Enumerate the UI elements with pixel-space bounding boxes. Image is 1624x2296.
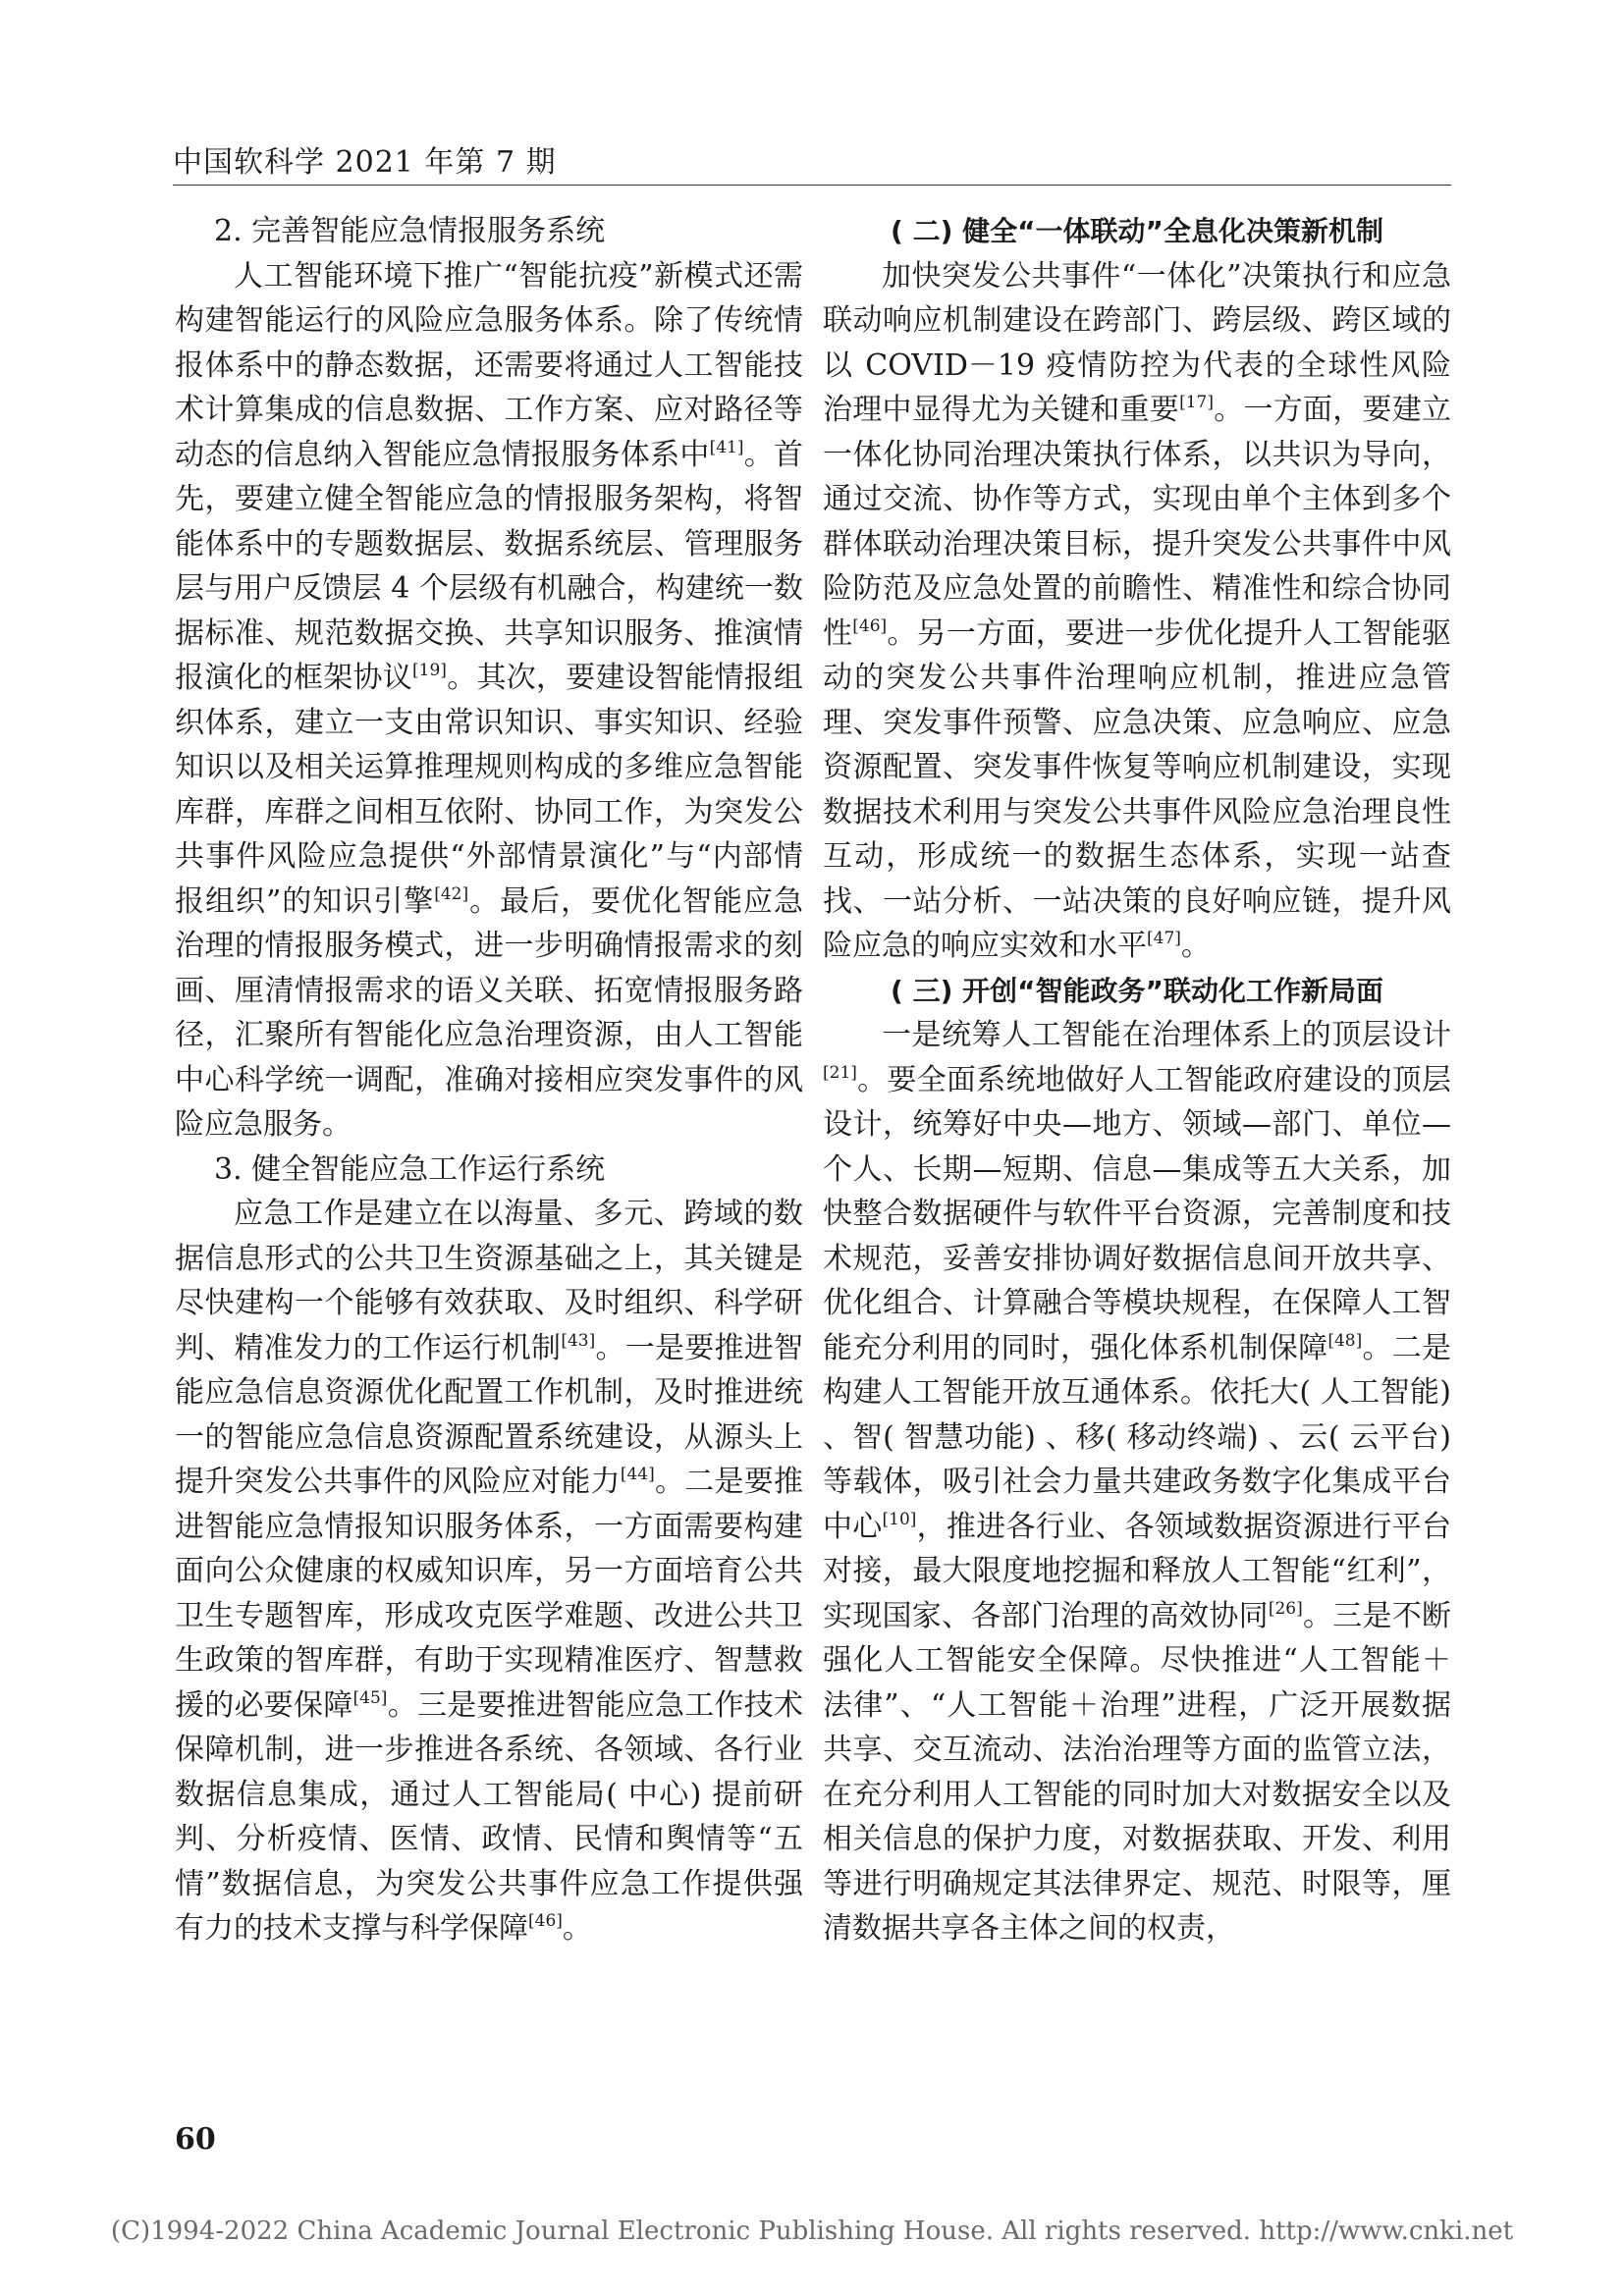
citation-ref: [10] [882, 1509, 917, 1529]
paragraph-text: 。另一方面，要进一步优化提升人工智能驱动的突发公共事件治理响应机制，推进应急管理、突发事件预警、应急决策、应急响应、应急资源配置、突发事件恢复等响应机制建设，实现数据技术利用与突发公共事件风险应急治理良性互动，形成统一的数据生态体系，实现一站查找、一站分析、一站决策的良好响应链，提升风险应急的响应实效和水平 [823, 615, 1452, 963]
paragraph-text: 。二是要推进智能应急情报知识服务体系，一方面需要构建面向公众健康的权威知识库，另一方面培育公共卫生专题智库，形成攻克医学难题、改进公共卫生政策的智库群，有助于实现精准医疗、智慧救援的必要保障 [175, 1465, 804, 1723]
paragraph-text: 。二是构建人工智能开放互通体系。依托大( 人工智能) 、智( 智慧功能) 、移( 移动终端) 、云( 云平台) 等载体，吸引社会力量共建政务数字化集成平台中心 [823, 1330, 1452, 1544]
running-head: 中国软科学 2021 年第 7 期 [173, 145, 557, 180]
citation-ref: [26] [1268, 1598, 1303, 1619]
paragraph-text: 。一方面，要建立一体化协同治理决策执行体系，以共识为导向，通过交流、协作等方式，实现由单个主体到多个群体联动治理决策目标，提升突发公共事件中风险防范及应急处置的前瞻性、精准性和综合协同性 [823, 393, 1452, 651]
section-heading: ( 三) 开创“智能政务”联动化工作新局面 [891, 974, 1383, 1007]
subsection-heading: 2. 完善智能应急情报服务系统 [214, 214, 606, 248]
citation-ref: [48] [1327, 1330, 1363, 1351]
page-number: 60 [175, 2122, 216, 2157]
citation-ref: [46] [852, 615, 888, 636]
paragraph-text: 应急工作是建立在以海量、多元、跨域的数据信息形式的公共卫生资源基础之上，其关键是尽快建构一个能够有效获取、及时组织、科学研判、精准发力的工作运行机制 [175, 1197, 803, 1365]
body-paragraph [823, 1013, 1451, 1951]
copyright-footer: (C)1994-2022 China Academic Journal Electronic Publishing House. All rights reserved. http://www.cnki.net [110, 2216, 1514, 2246]
right-column [823, 209, 1451, 1951]
body-paragraph [175, 254, 803, 1148]
citation-ref: [45] [352, 1687, 388, 1708]
citation-ref: [19] [412, 661, 447, 680]
paragraph-text: 。要全面系统地做好人工智能政府建设的顶层设计，统筹好中央—地方、领域—部门、单位—个人、长期—短期、信息—集成等五大关系，加快整合数据硬件与软件平台资源，完善制度和技术规范，妥善安排协调好数据信息间开放共享、优化组合、计算融合等模块规程，在保障人工智能充分利用的同时，强化体系机制保障 [823, 1062, 1451, 1365]
header-rule [173, 185, 1451, 186]
body-paragraph [175, 1192, 803, 1951]
citation-ref: [17] [1179, 393, 1214, 412]
citation-ref: [47] [1147, 929, 1181, 948]
paragraph-text: 一是统筹人工智能在治理体系上的顶层设计 [882, 1018, 1451, 1052]
citation-ref: [41] [709, 437, 744, 457]
left-column [175, 209, 803, 1951]
citation-ref: [21] [823, 1062, 857, 1083]
citation-ref: [44] [620, 1465, 655, 1484]
citation-ref: [46] [528, 1911, 563, 1931]
paragraph-text: ，推进各行业、各领域数据资源进行平台对接，最大限度地挖掘和释放人工智能“红利”，实现国家、各部门治理的高效协同 [823, 1509, 1452, 1633]
citation-ref: [43] [561, 1330, 596, 1351]
paragraph-text: 。 [562, 1911, 592, 1946]
paragraph-text: 加快突发公共事件“一体化”决策执行和应急联动响应机制建设在跨部门、跨层级、跨区域的以 COVID－19 疫情防控为代表的全球性风险治理中显得尤为关键和重要 [823, 258, 1451, 427]
paragraph-text: 。最后，要优化智能应急治理的情报服务模式，进一步明确情报需求的刻画、厘清情报需求的语义关联、拓宽情报服务路径，汇聚所有智能化应急治理资源，由人工智能中心科学统一调配，准确对接相应突发事件的风险应急服务。 [175, 883, 804, 1142]
paragraph-text: 。一是要推进智能应急信息资源优化配置工作机制，及时推进统一的智能应急信息资源配置系统建设，从源头上提升突发公共事件的风险应对能力 [175, 1330, 804, 1499]
paragraph-text: 。三是要推进智能应急工作技术保障机制，进一步推进各系统、各领域、各行业数据信息集成，通过人工智能局( 中心) 提前研判、分析疫情、医情、政情、民情和舆情等“五情”数据信息，为突发公共事件应急工作提供强有力的技术支撑与科学保障 [175, 1687, 804, 1946]
section-heading: ( 二) 健全“一体联动”全息化决策新机制 [891, 215, 1383, 247]
paragraph-text: 。三是不断强化人工智能安全保障。尽快推进“人工智能＋法律”、“人工智能＋治理”进程，广泛开展数据共享、交互流动、法治治理等方面的监管立法，在充分利用人工智能的同时加大对数据安全以及相关信息的保护力度，对数据获取、开发、利用等进行明确规定其法律界定、规范、时限等，厘清数据共享各主体之间的权责， [823, 1598, 1452, 1946]
paragraph-text: 人工智能环境下推广“智能抗疫”新模式还需构建智能运行的风险应急服务体系。除了传统情报体系中的静态数据，还需要将通过人工智能技术计算集成的信息数据、工作方案、应对路径等动态的信息纳入智能应急情报服务体系中 [175, 258, 803, 472]
citation-ref: [42] [434, 883, 469, 904]
body-paragraph [823, 254, 1451, 969]
paragraph-text: 。其次，要建设智能情报组织体系，建立一支由常识知识、事实知识、经验知识以及相关运算推理规则构成的多维应急智能库群，库群之间相互依附、协同工作，为突发公共事件风险应急提供“外部情景演化”与“内部情报组织”的知识引擎 [175, 661, 804, 919]
paragraph-text: 。首先，要建立健全智能应急的情报服务架构，将智能体系中的专题数据层、数据系统层、管理服务层与用户反馈层 4 个层级有机融合，构建统一数据标准、规范数据交换、共享知识服务、推演情报演化的框架协议 [175, 437, 804, 695]
paragraph-text: 。 [1180, 929, 1211, 963]
subsection-heading: 3. 健全智能应急工作运行系统 [214, 1151, 606, 1187]
